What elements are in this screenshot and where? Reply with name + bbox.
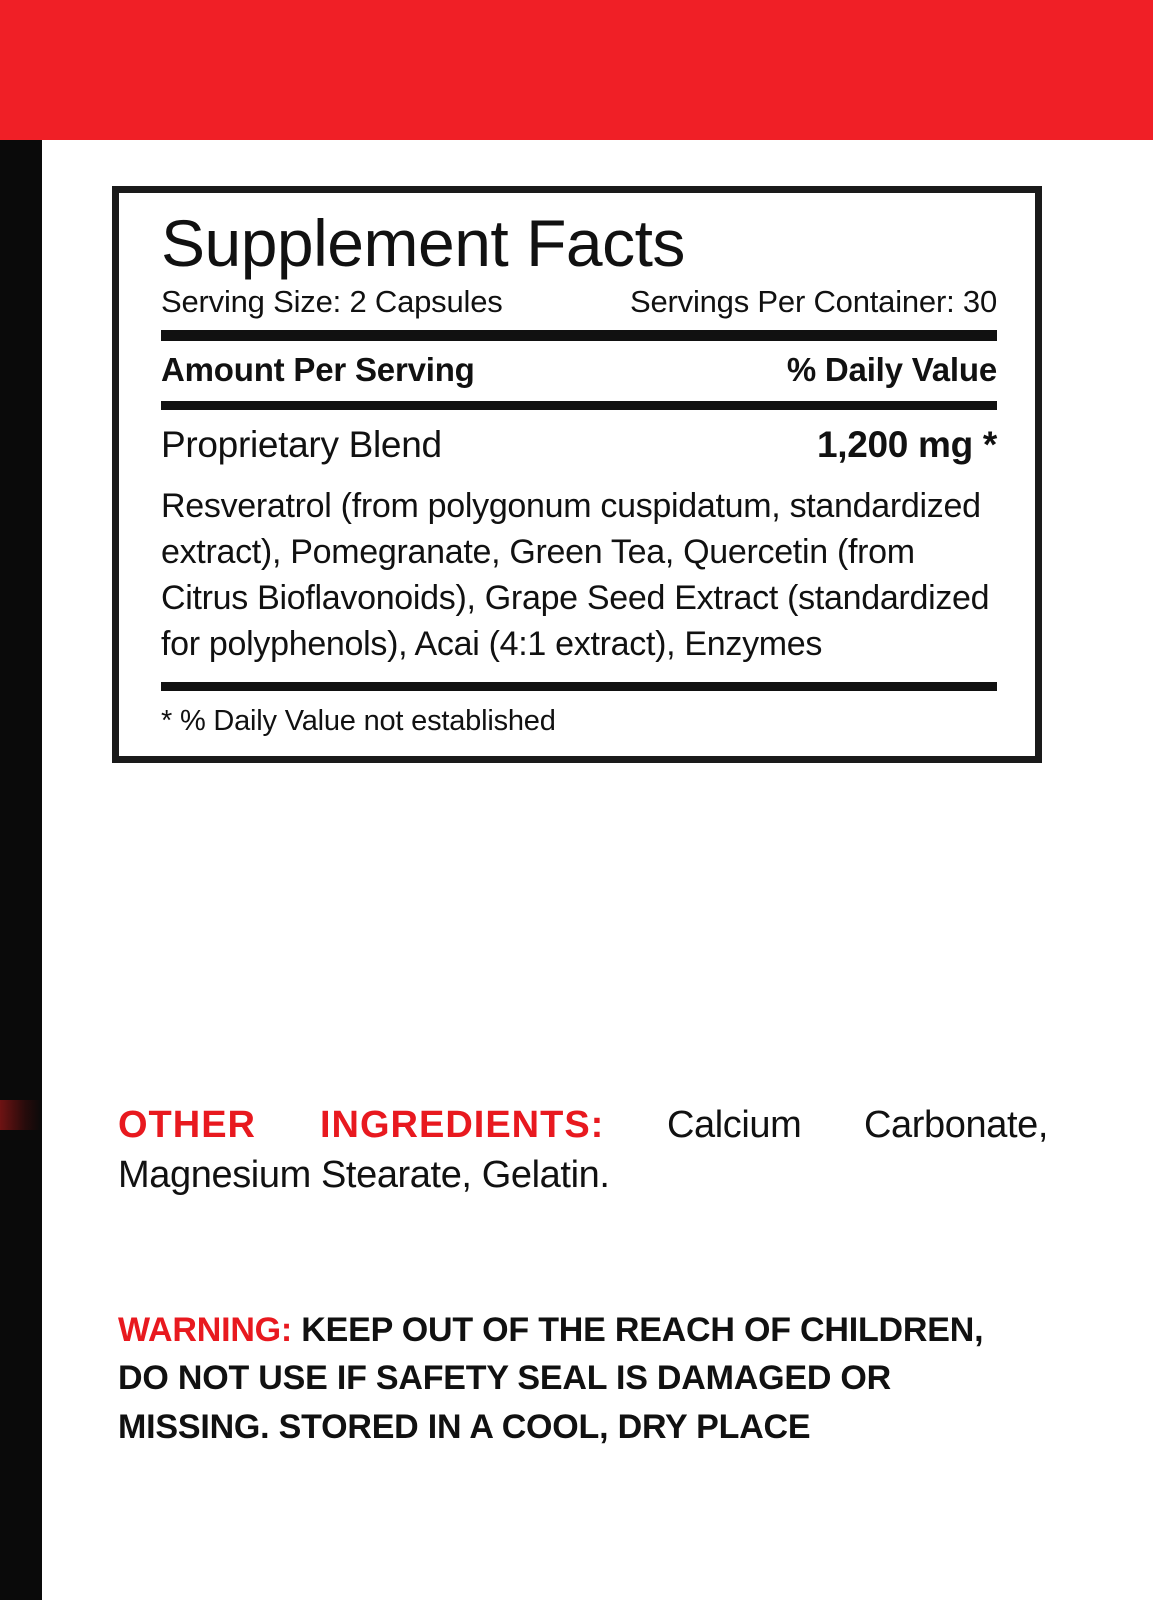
serving-info-row <box>161 284 997 320</box>
blend-ingredients-text: Resveratrol (from polygonum cuspidatum, standardized extract), Pomegranate, Green Tea, Quercetin (from Citrus Bioflavonoids), Grape Seed Extract (standardized for polyphenols), Acai (4:1 extract), Enzymes <box>161 487 990 663</box>
amount-header-row <box>159 341 999 401</box>
daily-value-footnote: * % Daily Value not established <box>161 704 556 737</box>
warning-text-2: DO NOT USE IF SAFETY SEAL IS DAMAGED OR <box>118 1359 892 1398</box>
left-black-edge <box>0 140 42 1600</box>
blend-name: Proprietary Blend <box>161 424 442 466</box>
supplement-facts-title: Supplement Facts <box>161 206 685 280</box>
serving-size: Serving Size: 2 Capsules <box>161 284 503 320</box>
divider-under-headers <box>161 401 997 410</box>
warning-label: WARNING: <box>118 1311 293 1349</box>
divider-thick-top <box>161 330 997 341</box>
servings-per-container: Servings Per Container: 30 <box>630 284 997 320</box>
daily-value-header: % Daily Value <box>786 351 997 389</box>
warning-text-3: MISSING. STORED IN A COOL, DRY PLACE <box>118 1407 811 1446</box>
warning-text-1: KEEP OUT OF THE REACH OF CHILDREN, <box>301 1311 984 1349</box>
warning-line-1 <box>118 1306 1043 1354</box>
edge-highlight <box>0 1100 42 1130</box>
warning-block <box>118 1306 1043 1451</box>
supplement-facts-panel <box>112 186 1042 763</box>
blend-amount: 1,200 mg * <box>816 424 997 466</box>
proprietary-blend-row <box>159 410 999 474</box>
other-ingredients-label: OTHER INGREDIENTS: <box>118 1104 605 1146</box>
top-red-banner <box>0 0 1153 140</box>
amount-per-serving-header: Amount Per Serving <box>161 351 475 389</box>
divider-above-footnote <box>161 682 997 691</box>
other-ingredients-block <box>118 1100 1048 1200</box>
other-ingredients-text: Calcium Carbonate, Magnesium Stearate, Gelatin. <box>118 1104 1048 1197</box>
